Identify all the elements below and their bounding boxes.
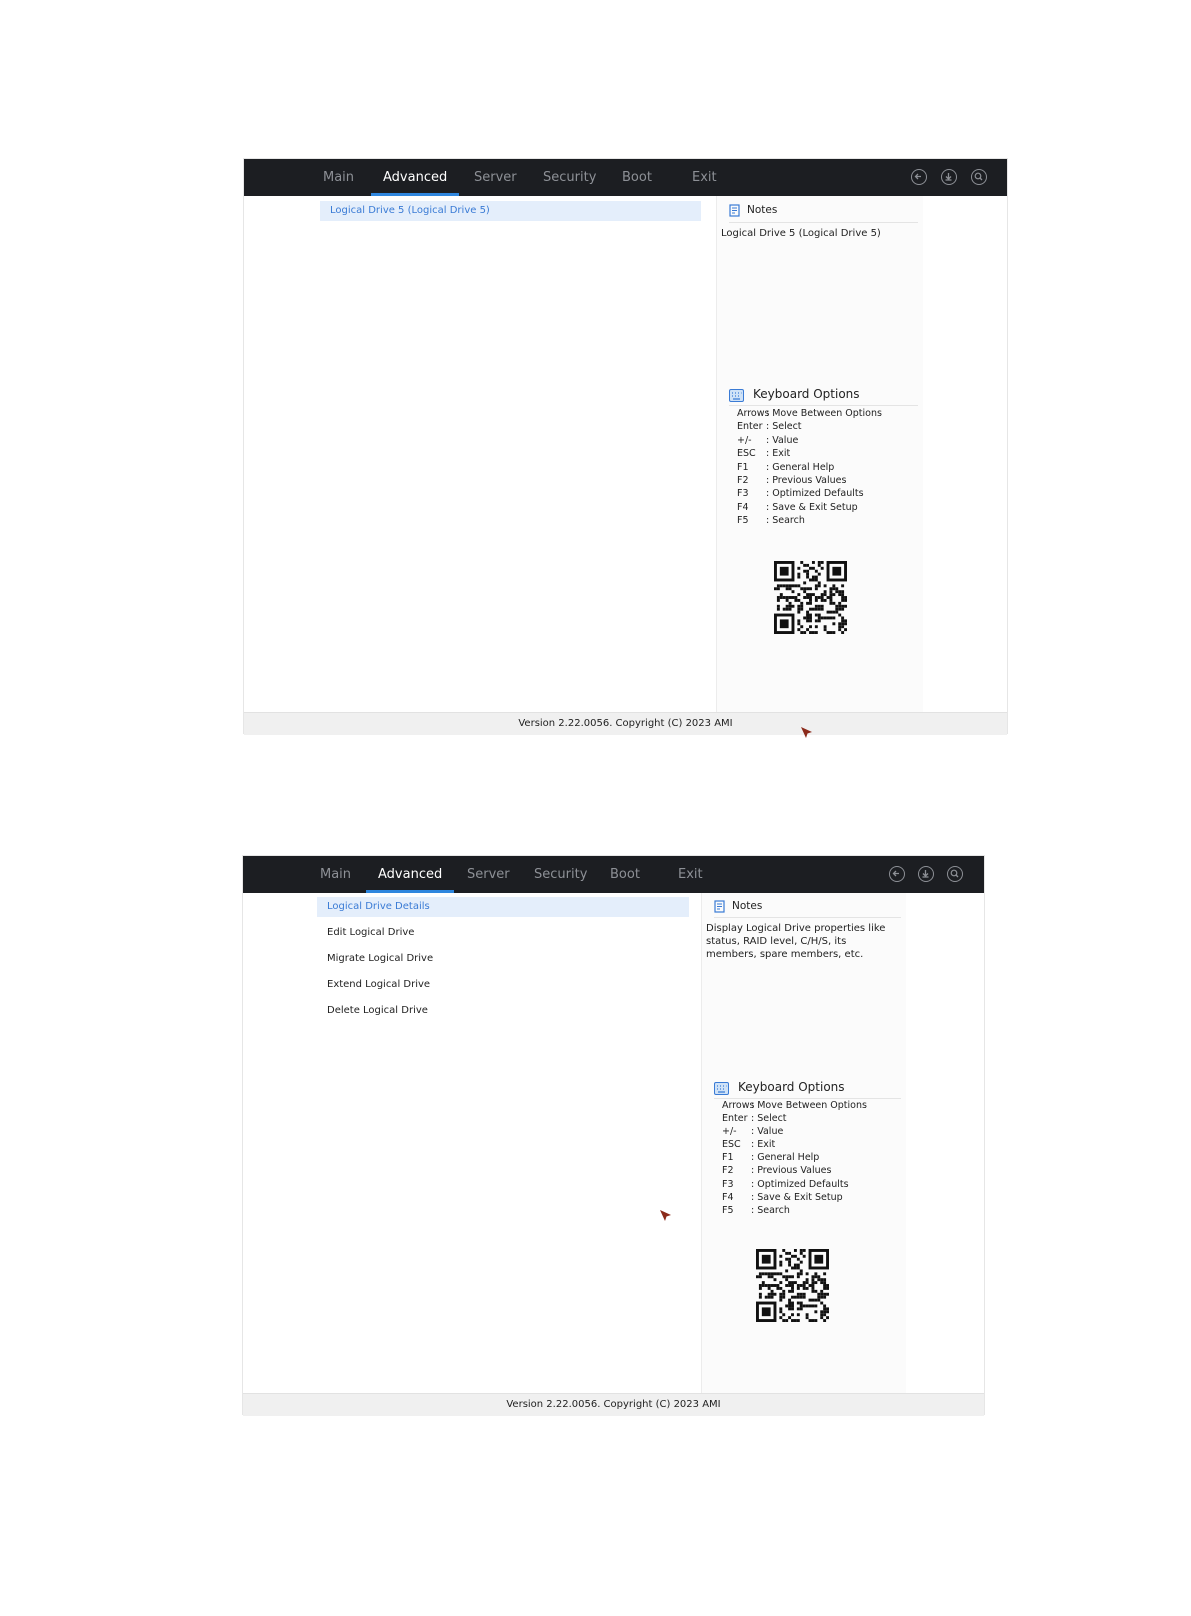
kb-row: Enter : Select bbox=[722, 1113, 787, 1125]
back-arrow-icon[interactable] bbox=[889, 866, 905, 882]
keyboard-options-list bbox=[722, 1099, 867, 1217]
keyboard-options-list bbox=[737, 407, 882, 528]
footer-version: Version 2.22.0056. Copyright (C) 2023 AMI bbox=[243, 1393, 984, 1416]
notes-text: Display Logical Drive properties like status, RAID level, C/H/S, its members, spare members, etc. bbox=[706, 923, 886, 960]
keyboard-options-title: Keyboard Options bbox=[753, 387, 860, 401]
back-arrow-icon[interactable] bbox=[911, 169, 927, 185]
menu-item-logical-drive-details[interactable]: Logical Drive Details bbox=[317, 897, 689, 917]
keyboard-icon bbox=[714, 1082, 729, 1095]
menu-item-delete-logical-drive[interactable]: Delete Logical Drive bbox=[327, 1005, 428, 1016]
top-menu-bar bbox=[243, 856, 984, 893]
search-icon[interactable] bbox=[971, 169, 987, 185]
kb-row: ESC : Exit bbox=[737, 448, 791, 460]
tab-security[interactable]: Security bbox=[534, 867, 588, 882]
kb-row: F3 : Optimized Defaults bbox=[722, 1178, 849, 1190]
notes-text: Logical Drive 5 (Logical Drive 5) bbox=[721, 228, 881, 239]
kb-row: F5 : Search bbox=[737, 515, 805, 527]
tab-exit[interactable]: Exit bbox=[692, 170, 717, 185]
kb-row: F1 : General Help bbox=[737, 461, 835, 473]
notes-icon bbox=[729, 204, 740, 217]
menu-item-edit-logical-drive[interactable]: Edit Logical Drive bbox=[327, 927, 415, 938]
tab-boot[interactable]: Boot bbox=[622, 170, 652, 185]
menu-pane bbox=[243, 893, 701, 1393]
divider bbox=[729, 405, 918, 406]
kb-row: ESC : Exit bbox=[722, 1139, 776, 1151]
kb-row: F2 : Previous Values bbox=[737, 475, 847, 487]
notes-icon bbox=[714, 900, 725, 913]
footer-version: Version 2.22.0056. Copyright (C) 2023 AMI bbox=[244, 712, 1007, 735]
download-icon[interactable] bbox=[941, 169, 957, 185]
download-icon[interactable] bbox=[918, 866, 934, 882]
tab-advanced[interactable]: Advanced bbox=[383, 159, 447, 196]
tab-boot[interactable]: Boot bbox=[610, 867, 640, 882]
tab-exit[interactable]: Exit bbox=[678, 867, 703, 882]
bios-screen-2 bbox=[242, 855, 985, 1415]
tab-server[interactable]: Server bbox=[467, 867, 510, 882]
menu-item-logical-drive-5[interactable]: Logical Drive 5 (Logical Drive 5) bbox=[320, 201, 701, 221]
menu-item-migrate-logical-drive[interactable]: Migrate Logical Drive bbox=[327, 953, 434, 964]
keyboard-options-title: Keyboard Options bbox=[738, 1080, 845, 1094]
bios-screen-1 bbox=[243, 158, 1008, 734]
divider bbox=[729, 222, 918, 223]
kb-row: Enter : Select bbox=[737, 421, 802, 433]
kb-row: F2 : Previous Values bbox=[722, 1165, 832, 1177]
keyboard-icon bbox=[729, 389, 744, 402]
tab-server[interactable]: Server bbox=[474, 170, 517, 185]
kb-row: +/- : Value bbox=[722, 1126, 784, 1138]
tab-advanced[interactable]: Advanced bbox=[378, 856, 442, 893]
help-pane bbox=[701, 893, 906, 1393]
menu-item-extend-logical-drive[interactable]: Extend Logical Drive bbox=[327, 979, 431, 990]
tab-main[interactable]: Main bbox=[320, 867, 352, 882]
kb-row: +/- : Value bbox=[737, 434, 799, 446]
kb-row: Arrows: Move Between Options bbox=[722, 1100, 867, 1111]
kb-row: Arrows: Move Between Options bbox=[737, 408, 882, 419]
kb-row: F5 : Search bbox=[722, 1204, 790, 1216]
divider bbox=[714, 917, 901, 918]
help-pane bbox=[716, 196, 923, 712]
mouse-cursor-icon bbox=[659, 1209, 673, 1223]
kb-row: F1 : General Help bbox=[722, 1152, 820, 1164]
mouse-cursor-icon bbox=[800, 726, 814, 740]
kb-row: F3 : Optimized Defaults bbox=[737, 488, 864, 500]
notes-title: Notes bbox=[747, 204, 778, 216]
search-icon[interactable] bbox=[947, 866, 963, 882]
notes-title: Notes bbox=[732, 900, 763, 912]
menu-pane bbox=[244, 196, 716, 712]
kb-row: F4 : Save & Exit Setup bbox=[722, 1191, 843, 1203]
qr-code-icon bbox=[756, 1249, 829, 1322]
qr-code-icon bbox=[774, 561, 847, 634]
kb-row: F4 : Save & Exit Setup bbox=[737, 501, 858, 513]
tab-main[interactable]: Main bbox=[323, 170, 355, 185]
top-menu-bar bbox=[244, 159, 1007, 196]
tab-security[interactable]: Security bbox=[543, 170, 597, 185]
